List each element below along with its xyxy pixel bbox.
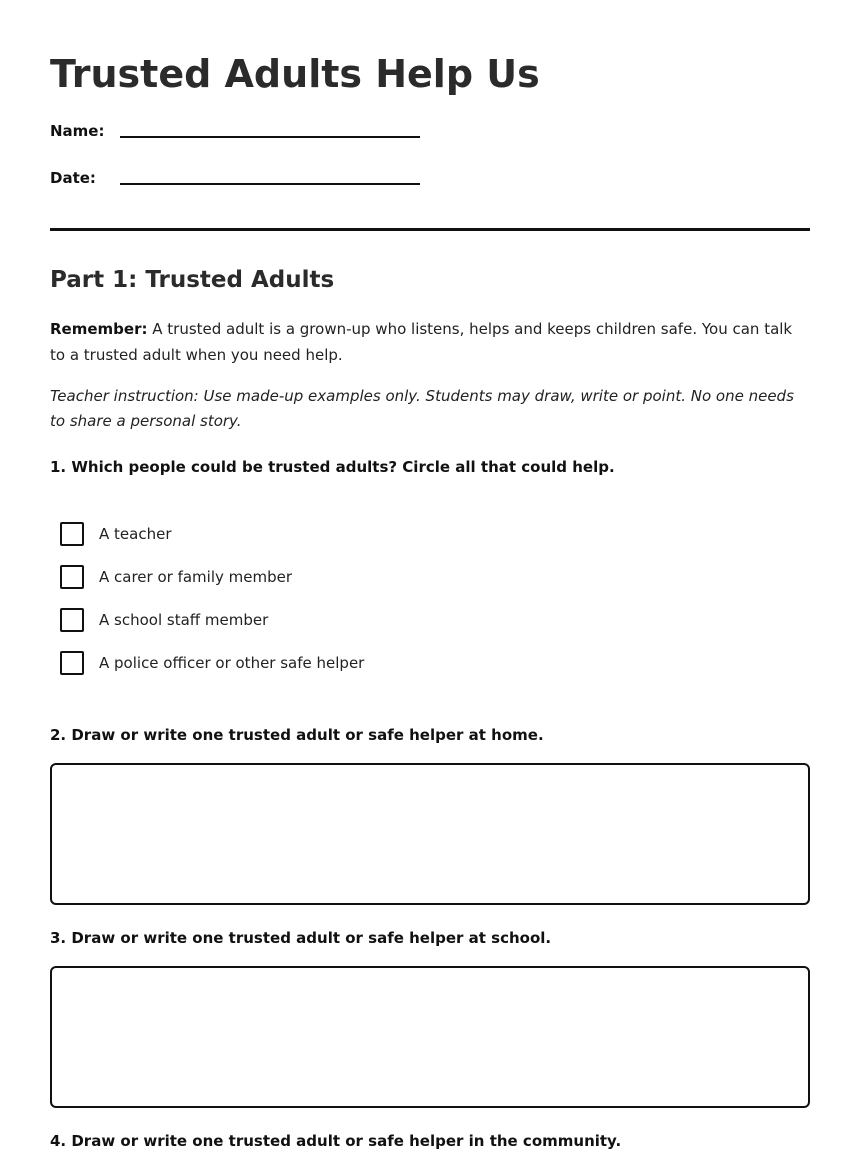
- option-checkbox[interactable]: [60, 608, 84, 632]
- option-item: [60, 522, 760, 565]
- home-answer-box[interactable]: [50, 763, 810, 905]
- question-4: 4. Draw or write one trusted adult or safe helper in the community.: [50, 1132, 622, 1150]
- option-item: [60, 565, 760, 608]
- date-field-row: [50, 168, 430, 192]
- option-label: A school staff member: [99, 611, 269, 629]
- school-answer-box[interactable]: [50, 966, 810, 1108]
- option-checkbox[interactable]: [60, 565, 84, 589]
- option-checkbox[interactable]: [60, 651, 84, 675]
- remember-label: Remember:: [50, 320, 148, 338]
- option-label: A teacher: [99, 525, 172, 543]
- option-label: A police officer or other safe helper: [99, 654, 365, 672]
- question-3: 3. Draw or write one trusted adult or safe helper at school.: [50, 929, 552, 947]
- trusted-adults-options: [60, 522, 760, 694]
- option-item: [60, 651, 760, 694]
- date-label: Date:: [50, 169, 96, 187]
- remember-paragraph: [50, 316, 810, 368]
- name-write-line[interactable]: [120, 136, 420, 138]
- teacher-instruction: Teacher instruction: Use made-up examples only. Students may draw, write or point. No one needs to share a personal story.: [50, 387, 794, 430]
- name-field-row: [50, 121, 430, 145]
- option-item: [60, 608, 760, 651]
- question-2: 2. Draw or write one trusted adult or safe helper at home.: [50, 726, 544, 744]
- name-label: Name:: [50, 122, 105, 140]
- remember-text: A trusted adult is a grown-up who listens, helps and keeps children safe. You can talk to a trusted adult when you need help.: [50, 320, 793, 364]
- page-title: Trusted Adults Help Us: [50, 52, 540, 96]
- question-1: 1. Which people could be trusted adults? Circle all that could help.: [50, 458, 615, 476]
- option-label: A carer or family member: [99, 568, 293, 586]
- header-divider: [50, 228, 810, 231]
- option-checkbox[interactable]: [60, 522, 84, 546]
- date-write-line[interactable]: [120, 183, 420, 185]
- part-heading: Part 1: Trusted Adults: [50, 267, 335, 293]
